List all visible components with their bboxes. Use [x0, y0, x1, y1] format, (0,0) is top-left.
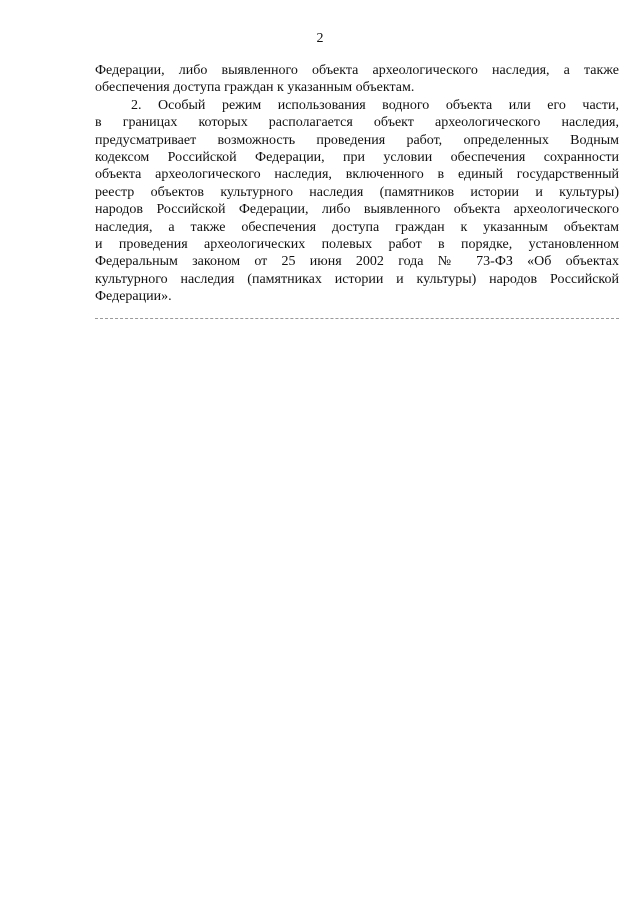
document-body	[95, 62, 619, 305]
text-line: кодексом Российской Федерации, при условии обеспечения сохранности	[95, 149, 619, 165]
text-line: Федеральным законом от 25 июня 2002 года № 73-ФЗ «Об объектах	[95, 254, 619, 270]
end-separator-line	[95, 318, 619, 319]
text-line: реестр объектов культурного наследия (памятников истории и культуры)	[95, 184, 619, 200]
page-number: 2	[316, 31, 324, 46]
text-line: культурного наследия (памятниках истории и культуры) народов Российской	[95, 271, 619, 287]
text-line: предусматривает возможность проведения работ, определенных Водным	[95, 132, 619, 148]
text-line: и проведения археологических полевых работ в порядке, установленном	[95, 236, 619, 252]
text-line: в границах которых располагается объект археологического наследия,	[95, 115, 619, 131]
text-line: объекта археологического наследия, включенного в единый государственный	[95, 167, 619, 183]
text-line: 2. Особый режим использования водного объекта или его части,	[131, 97, 619, 113]
text-line: народов Российской Федерации, либо выявленного объекта археологического	[95, 202, 619, 218]
text-line: Федерации, либо выявленного объекта археологического наследия, а также	[95, 63, 619, 78]
paragraph-continuation	[95, 62, 619, 97]
text-line: Федерации».	[95, 289, 172, 305]
paragraph-item-2	[95, 97, 619, 306]
text-line: обеспечения доступа граждан к указанным объектам.	[95, 80, 415, 96]
text-line: наследия, а также обеспечения доступа граждан к указанным объектам	[95, 219, 619, 235]
